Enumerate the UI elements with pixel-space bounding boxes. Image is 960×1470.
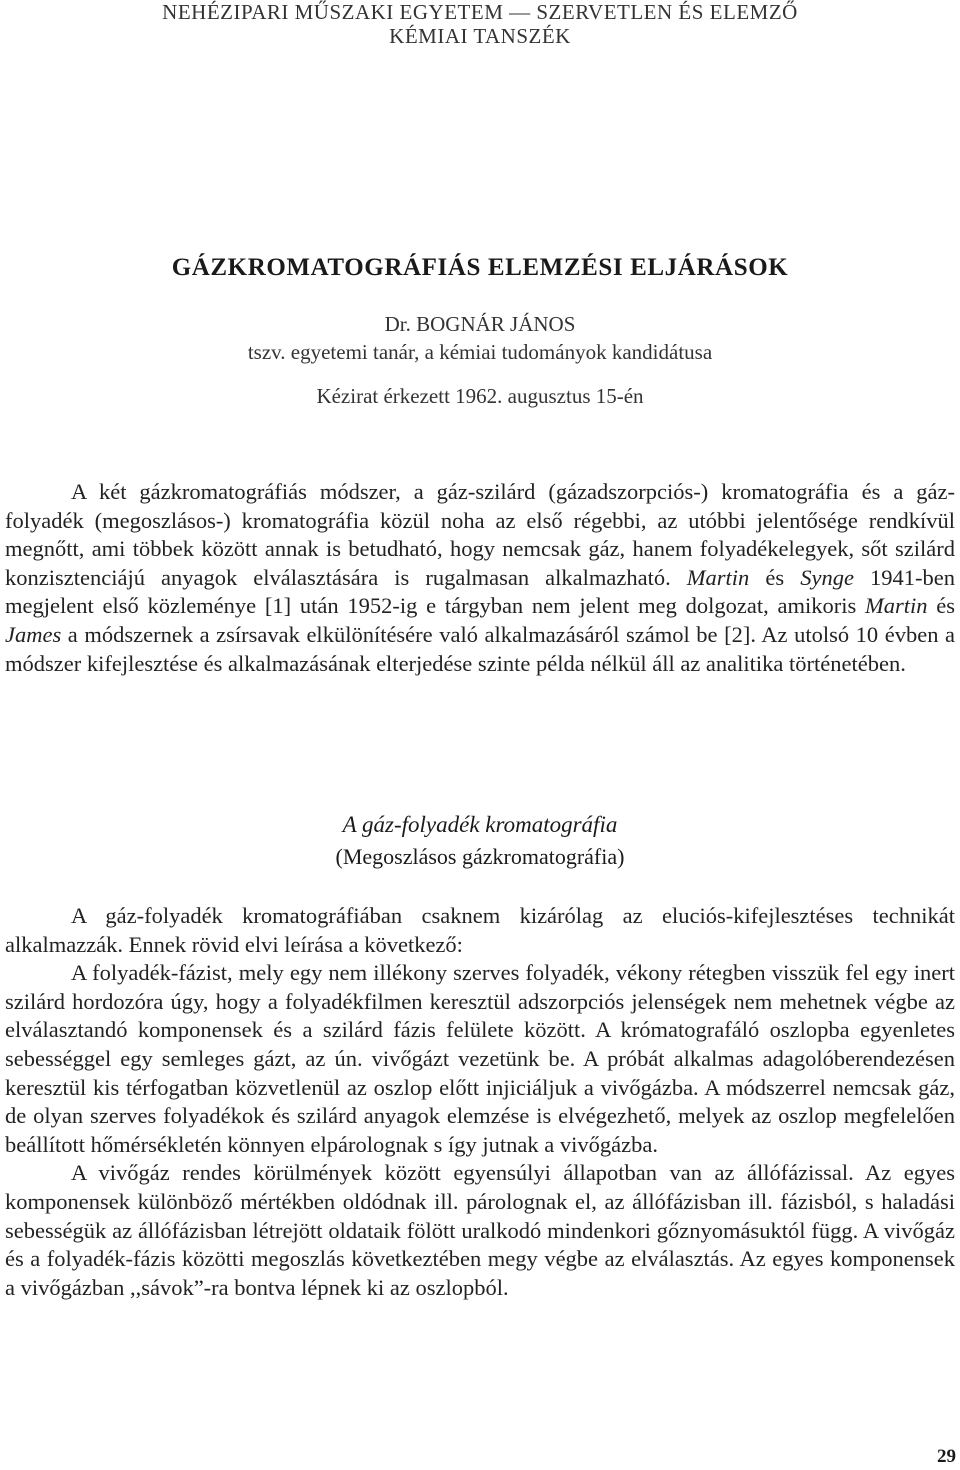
received-date: Kézirat érkezett 1962. augusztus 15-én bbox=[316, 384, 644, 408]
author-ref-martin-2: Martin bbox=[864, 593, 928, 619]
section-body bbox=[5, 902, 955, 1302]
intro-text bbox=[5, 478, 955, 678]
section-subtitle: (Megoszlásos gázkromatográfia) bbox=[335, 844, 625, 869]
author-ref-martin: Martin bbox=[686, 564, 750, 590]
author-ref-james: James bbox=[5, 621, 62, 647]
intro-part3: a módszernek a zsírsavak elkülönítésére való alkalmazásáról számol be [2]. Az utolsó 10 évben a módszer kifejlesztése és alkalmazásának elterjedése szinte példa nélkül áll az analitika történetében. bbox=[5, 621, 955, 676]
body-paragraph-1: A gáz-folyadék kromatográfiában csaknem kizárólag az eluciós-kifejlesztéses technikát alkalmazzák. Ennek rövid elvi leírása a következő: bbox=[5, 903, 955, 957]
intro-part1: A két gázkromatográfiás módszer, a gáz-szilárd (gázadszorpciós-) kromatográfia és a gáz-folyadék (megoszlásos-) kromatográfia közül noha az első régebbi, az utóbbi jelentősége rendkívül megnőtt, ami többek között annak is betudható, hogy nemcsak gáz, hanem folyadékelegyek, sőt szilárd konzisztenciájú anyagok elválasztására is rugalmasan alkalmazható. bbox=[5, 479, 955, 590]
author-name: Dr. BOGNÁR JÁNOS bbox=[384, 312, 576, 336]
intro-part2: 1941-ben megjelent első közleménye [1] után 1952-ig e tárgyban nem jelent meg dolgozat, amikoris bbox=[5, 564, 955, 619]
institution-line-2: KÉMIAI TANSZÉK bbox=[389, 24, 571, 48]
intro-paragraph bbox=[5, 478, 955, 678]
institution-line-1: NEHÉZIPARI MŰSZAKI EGYETEM — SZERVETLEN ÉS ELEMZŐ bbox=[162, 0, 798, 24]
author-ref-synge: Synge bbox=[800, 564, 854, 590]
section-title: A gáz-folyadék kromatográfia bbox=[342, 812, 618, 837]
article-title: GÁZKROMATOGRÁFIÁS ELEMZÉSI ELJÁRÁSOK bbox=[171, 254, 789, 281]
body-paragraph-2: A folyadék-fázist, mely egy nem illékony szerves folyadék, vékony rétegben visszük fel egy inert szilárd hordozóra úgy, hogy a folyadékfilmen keresztül adszorpciós jelenségek nem mehetnek végbe az elválasztandó komponensek és a szilárd fázis felülete között. A krómatografáló oszlopba egyenletes sebességgel egy semleges gázt, az ún. vivőgázt vezetünk be. A próbát alkalmas adagolóberendezésen keresztül kis térfogatban közvetlenül az oszlop előtt injiciáljuk a vivőgázba. A módszerrel nemcsak gáz, de olyan szerves folyadékok és szilárd anyagok elemzése is elvégezhető, melyek az oszlop megfelelően beállított hőmérsékletén könnyen elpárolognak s így jutnak a vivőgázba. bbox=[5, 960, 955, 1157]
page-number: 29 bbox=[937, 1446, 956, 1467]
intro-and2: és bbox=[927, 593, 955, 619]
intro-and1: és bbox=[749, 564, 801, 590]
author-position: tszv. egyetemi tanár, a kémiai tudományok kandidátusa bbox=[247, 340, 713, 364]
body-paragraph-3: A vivőgáz rendes körülmények között egyensúlyi állapotban van az állófázissal. Az egyes komponensek különböző mértékben oldódnak ill. párolognak el, az állófázisban ill. fázisból, s haladási sebességük az állófázisban létrejött oldataik fölött uralkodó mindenkori gőznyomásuktól függ. A vivőgáz és a folyadék-fázis közötti megoszlás következtében megy végbe az elválasztás. Az egyes komponensek a vivőgázban ,,sávok”-ra bontva lépnek ki az oszlopból. bbox=[5, 1160, 955, 1300]
